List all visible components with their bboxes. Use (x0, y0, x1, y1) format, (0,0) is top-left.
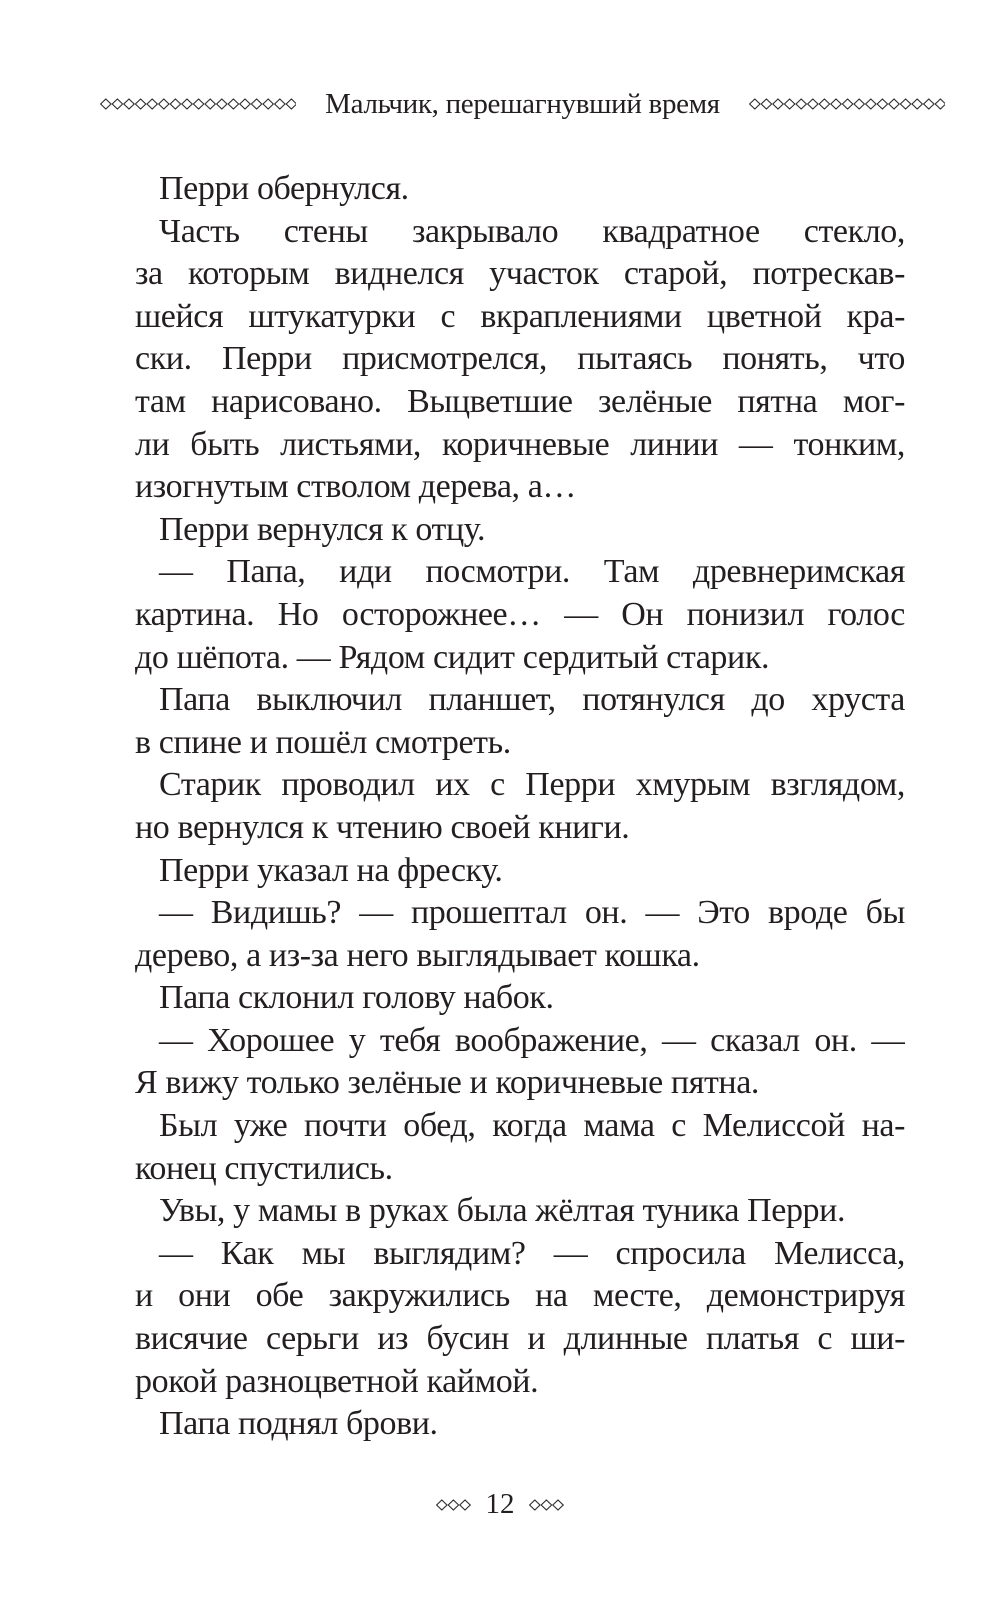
text-line: шейся штукатурки с вкраплениями цветной кра- (135, 297, 905, 335)
text-line: изогнутым стволом дерева, а… (135, 468, 577, 506)
text-line: Старик проводил их с Перри хмурым взглядом, (159, 766, 905, 804)
text-line: Папа склонил голову набок. (159, 979, 554, 1017)
page-number: 12 (485, 1488, 515, 1520)
text-line: Часть стены закрывало квадратное стекло, (159, 212, 905, 250)
text-line: рокой разноцветной каймой. (135, 1362, 539, 1400)
text-line: в спине и пошёл смотреть. (135, 723, 511, 761)
diamond-ornament-left (100, 98, 296, 110)
text-line: висячие серьги из бусин и длинные платья с ши- (135, 1320, 905, 1358)
text-line: — Хорошее у тебя воображение, — сказал он. — (159, 1021, 905, 1059)
text-line: Перри обернулся. (159, 170, 409, 207)
text-line: конец спустились. (135, 1149, 393, 1187)
text-line: Я вижу только зелёные и коричневые пятна. (135, 1064, 759, 1102)
text-line: Был уже почти обед, когда мама с Мелиссой на- (159, 1107, 905, 1145)
text-line: Перри указал на фреску. (159, 851, 503, 889)
text-line: картина. Но осторожнее… — Он понизил голос (135, 595, 905, 633)
text-line: — Как мы выглядим? — спросила Мелисса, (159, 1234, 905, 1272)
running-title: Мальчик, перешагнувший время (325, 87, 720, 120)
diamond-ornament-right (529, 1499, 565, 1511)
page-body-text (135, 168, 905, 1446)
text-line: ли быть листьями, коричневые линии — тонким, (135, 425, 905, 463)
running-header (100, 84, 945, 124)
text-line: но вернулся к чтению своей книги. (135, 808, 630, 846)
text-line: и они обе закружились на месте, демонстрируя (135, 1277, 905, 1315)
diamond-ornament-right (749, 98, 945, 110)
text-line: Увы, у мамы в руках была жёлтая туника Перри. (159, 1192, 846, 1230)
text-line: до шёпота. — Рядом сидит сердитый старик. (135, 638, 770, 676)
text-line: за которым виднелся участок старой, потрескав- (135, 255, 905, 293)
diamond-ornament-left (436, 1499, 472, 1511)
text-line: — Папа, иди посмотри. Там древнеримская (159, 553, 905, 591)
text-line: Папа поднял брови. (159, 1405, 438, 1443)
text-line: ски. Перри присмотрелся, пытаясь понять, что (135, 340, 905, 378)
text-line: там нарисовано. Выцветшие зелёные пятна мог- (135, 382, 905, 420)
text-line: Перри вернулся к отцу. (159, 510, 486, 548)
text-line: Папа выключил планшет, потянулся до хруста (159, 681, 905, 719)
page-footer (0, 1488, 1000, 1521)
text-line: дерево, а из-за него выглядывает кошка. (135, 936, 700, 974)
text-line: — Видишь? — прошептал он. — Это вроде бы (159, 894, 905, 932)
